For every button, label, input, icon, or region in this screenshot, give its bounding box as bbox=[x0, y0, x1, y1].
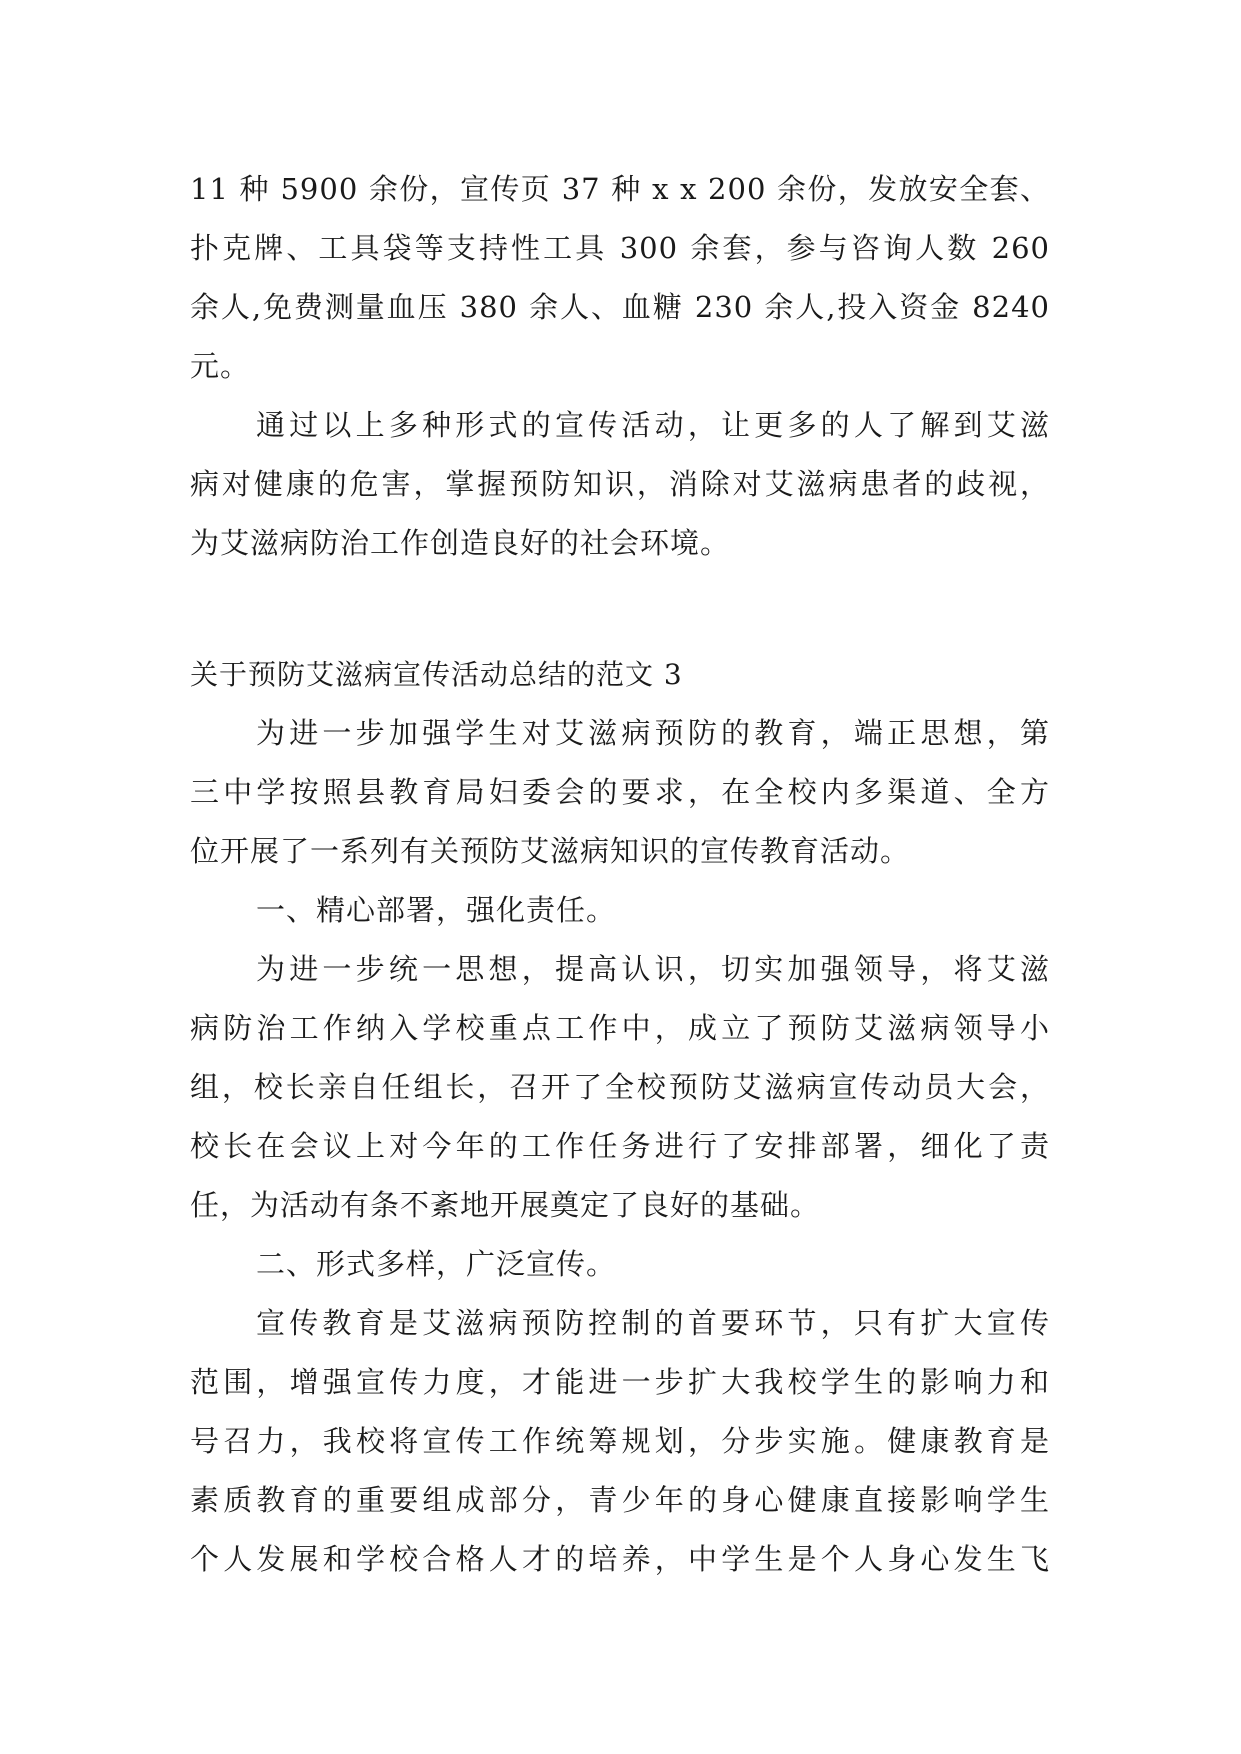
text-line: 病对健康的危害，掌握预防知识，消除对艾滋病患者的歧视， bbox=[190, 467, 1050, 501]
text-line: 宣传教育是艾滋病预防控制的首要环节，只有扩大宣传 bbox=[256, 1306, 1050, 1340]
paragraph-publicity bbox=[190, 1294, 1050, 1589]
paragraph-conclusion bbox=[190, 396, 1050, 573]
subheading-deployment: 一、精心部署，强化责任。 bbox=[256, 893, 617, 927]
text-line: 位开展了一系列有关预防艾滋病知识的宣传教育活动。 bbox=[190, 834, 911, 868]
text-line: 扑克牌、工具袋等支持性工具 300 余套，参与咨询人数 260 bbox=[190, 231, 1050, 265]
text-line: 余人,免费测量血压 380 余人、血糖 230 余人,投入资金 8240 bbox=[190, 290, 1050, 324]
text-line: 元。 bbox=[190, 349, 251, 383]
text-line: 校长在会议上对今年的工作任务进行了安排部署，细化了责 bbox=[190, 1129, 1050, 1163]
section-title: 关于预防艾滋病宣传活动总结的范文 3 bbox=[190, 658, 683, 691]
text-line: 为艾滋病防治工作创造良好的社会环境。 bbox=[190, 526, 731, 560]
text-line: 11 种 5900 余份，宣传页 37 种 x x 200 余份，发放安全套、 bbox=[190, 172, 1050, 206]
paragraph-materials-summary bbox=[190, 160, 1050, 396]
document-body bbox=[190, 160, 1050, 1589]
text-line: 范围，增强宣传力度，才能进一步扩大我校学生的影响力和 bbox=[190, 1365, 1050, 1399]
paragraph-deployment bbox=[190, 940, 1050, 1235]
text-line: 病防治工作纳入学校重点工作中，成立了预防艾滋病领导小 bbox=[190, 1011, 1050, 1045]
text-line: 三中学按照县教育局妇委会的要求，在全校内多渠道、全方 bbox=[190, 775, 1050, 809]
text-line: 通过以上多种形式的宣传活动，让更多的人了解到艾滋 bbox=[256, 408, 1050, 442]
text-line: 素质教育的重要组成部分，青少年的身心健康直接影响学生 bbox=[190, 1483, 1050, 1517]
text-line: 为进一步加强学生对艾滋病预防的教育，端正思想，第 bbox=[256, 716, 1050, 750]
text-line: 组，校长亲自任组长，召开了全校预防艾滋病宣传动员大会， bbox=[190, 1070, 1050, 1104]
text-line: 号召力，我校将宣传工作统筹规划，分步实施。健康教育是 bbox=[190, 1424, 1050, 1458]
paragraph-introduction bbox=[190, 704, 1050, 881]
text-line: 任，为活动有条不紊地开展奠定了良好的基础。 bbox=[190, 1188, 821, 1222]
section-spacer bbox=[190, 573, 1050, 645]
text-line: 个人发展和学校合格人才的培养，中学生是个人身心发生飞 bbox=[190, 1542, 1050, 1576]
subheading-publicity: 二、形式多样，广泛宣传。 bbox=[256, 1247, 617, 1281]
text-line: 为进一步统一思想，提高认识，切实加强领导，将艾滋 bbox=[256, 952, 1050, 986]
